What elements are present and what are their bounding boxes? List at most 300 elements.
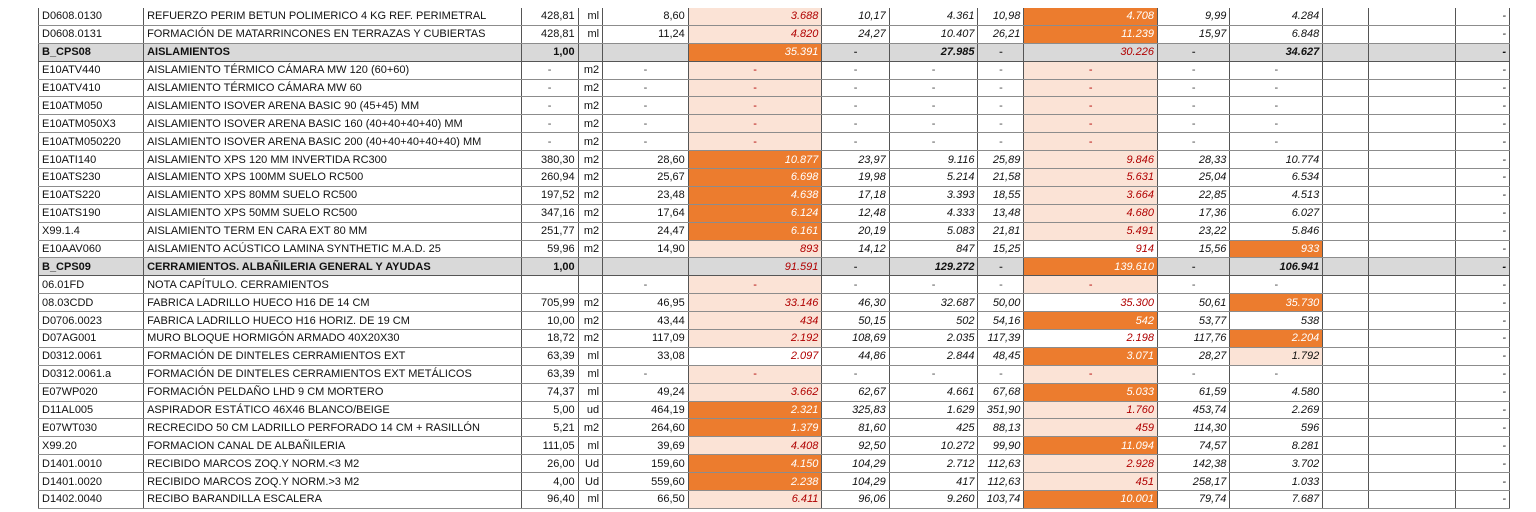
cell-price-4[interactable]: - [1157,365,1229,383]
cell-price-2[interactable]: - [822,61,889,79]
cell-price-1[interactable]: 43,44 [603,312,689,330]
cell-price-2[interactable]: 325,83 [822,401,889,419]
cell-blank-2[interactable] [1369,383,1456,401]
cell-item-description[interactable]: AISLAMIENTO TERM EN CARA EXT 80 MM [144,222,521,240]
cell-quantity[interactable]: 428,81 [521,8,578,25]
cell-item-description[interactable]: AISLAMIENTO XPS 80MM SUELO RC500 [144,186,521,204]
cell-total-3[interactable]: 1.760 [1024,401,1158,419]
cell-end-marker[interactable]: - [1455,240,1509,258]
cell-total-3[interactable]: 914 [1024,240,1158,258]
cell-blank-1[interactable] [1323,25,1369,43]
cell-quantity[interactable]: - [521,61,578,79]
cell-total-1[interactable]: - [688,79,822,97]
cell-end-marker[interactable]: - [1455,97,1509,115]
cell-total-1[interactable]: - [688,61,822,79]
cell-blank-2[interactable] [1369,365,1456,383]
table-row[interactable] [39,437,1510,455]
cell-total-4[interactable]: 6.848 [1230,25,1323,43]
cell-quantity[interactable]: 705,99 [521,294,578,312]
cell-quantity[interactable]: - [521,115,578,133]
cell-item-code[interactable]: D1401.0010 [39,455,144,473]
cell-total-2[interactable]: 2.035 [889,330,978,348]
table-row[interactable] [39,169,1510,187]
cell-quantity[interactable]: 63,39 [521,365,578,383]
cell-end-marker[interactable]: - [1455,43,1509,61]
cell-price-3[interactable]: 54,16 [978,312,1024,330]
cell-total-1[interactable]: 4.150 [688,455,822,473]
cell-end-marker[interactable]: - [1455,204,1509,222]
cell-end-marker[interactable]: - [1455,365,1509,383]
cell-price-4[interactable]: 17,36 [1157,204,1229,222]
cell-price-1[interactable] [603,258,689,276]
section-row[interactable] [39,43,1510,61]
cell-total-4[interactable]: - [1230,276,1323,294]
cell-total-3[interactable]: 3.664 [1024,186,1158,204]
cell-item-code[interactable]: B_CPS08 [39,43,144,61]
cell-price-2[interactable]: 24,27 [822,25,889,43]
cell-item-code[interactable]: E10ATM050X3 [39,115,144,133]
cell-total-1[interactable]: 10.877 [688,151,822,169]
cell-item-description[interactable]: RECRECIDO 50 CM LADRILLO PERFORADO 14 CM + RASILLÓN [144,419,521,437]
cell-item-description[interactable]: AISLAMIENTO ISOVER ARENA BASIC 90 (45+45) MM [144,97,521,115]
cell-total-1[interactable]: 893 [688,240,822,258]
cell-unit[interactable]: ml [578,347,602,365]
cell-price-3[interactable]: 21,81 [978,222,1024,240]
cell-price-1[interactable]: 46,95 [603,294,689,312]
table-row[interactable] [39,97,1510,115]
cell-price-1[interactable]: 25,67 [603,169,689,187]
cell-price-1[interactable]: 464,19 [603,401,689,419]
cell-quantity[interactable]: 428,81 [521,25,578,43]
cell-total-3[interactable]: 35.300 [1024,294,1158,312]
cell-item-code[interactable]: E10ATV410 [39,79,144,97]
cell-total-1[interactable]: 91.591 [688,258,822,276]
cell-item-description[interactable]: RECIBIDO MARCOS ZOQ.Y NORM.>3 M2 [144,473,521,491]
cell-blank-2[interactable] [1369,258,1456,276]
cell-price-4[interactable]: 61,59 [1157,383,1229,401]
cell-blank-2[interactable] [1369,186,1456,204]
cell-unit[interactable] [578,43,602,61]
cell-blank-1[interactable] [1323,151,1369,169]
table-row[interactable] [39,330,1510,348]
cell-price-3[interactable]: 25,89 [978,151,1024,169]
cell-item-description[interactable]: AISLAMIENTO ISOVER ARENA BASIC 160 (40+40+40+40) MM [144,115,521,133]
cell-total-3[interactable]: 4.708 [1024,8,1158,25]
table-row[interactable] [39,186,1510,204]
cell-total-1[interactable]: - [688,97,822,115]
cell-item-code[interactable]: D0706.0023 [39,312,144,330]
cell-blank-1[interactable] [1323,330,1369,348]
cell-blank-1[interactable] [1323,419,1369,437]
cell-price-2[interactable]: 81,60 [822,419,889,437]
cell-quantity[interactable]: - [521,79,578,97]
cell-end-marker[interactable]: - [1455,473,1509,491]
cell-price-2[interactable]: - [822,43,889,61]
cell-unit[interactable]: m2 [578,133,602,151]
cell-blank-1[interactable] [1323,240,1369,258]
cell-quantity[interactable]: 18,72 [521,330,578,348]
cell-price-3[interactable]: 117,39 [978,330,1024,348]
cell-total-3[interactable]: 5.033 [1024,383,1158,401]
cell-item-code[interactable]: E10ATM050220 [39,133,144,151]
cell-total-4[interactable]: - [1230,365,1323,383]
cell-total-4[interactable]: 3.702 [1230,455,1323,473]
cell-blank-1[interactable] [1323,437,1369,455]
cell-price-4[interactable]: 25,04 [1157,169,1229,187]
cell-total-2[interactable]: 2.844 [889,347,978,365]
table-row[interactable] [39,276,1510,294]
cell-total-3[interactable]: 542 [1024,312,1158,330]
cell-unit[interactable]: m2 [578,79,602,97]
cell-quantity[interactable]: 197,52 [521,186,578,204]
cell-total-2[interactable]: 4.661 [889,383,978,401]
cell-blank-1[interactable] [1323,43,1369,61]
cell-quantity[interactable]: - [521,133,578,151]
cell-price-2[interactable]: 50,15 [822,312,889,330]
cell-total-3[interactable]: - [1024,276,1158,294]
cell-total-1[interactable]: 33.146 [688,294,822,312]
cell-blank-2[interactable] [1369,437,1456,455]
cell-price-3[interactable]: - [978,258,1024,276]
table-row[interactable] [39,240,1510,258]
cell-price-4[interactable]: 79,74 [1157,491,1229,509]
cell-total-1[interactable]: 6.124 [688,204,822,222]
cell-price-3[interactable]: - [978,97,1024,115]
cell-unit[interactable]: m2 [578,97,602,115]
cell-end-marker[interactable]: - [1455,61,1509,79]
cell-quantity[interactable]: 74,37 [521,383,578,401]
cell-item-code[interactable]: D0312.0061 [39,347,144,365]
cell-total-2[interactable]: - [889,61,978,79]
table-row[interactable] [39,115,1510,133]
cell-total-3[interactable]: 2.928 [1024,455,1158,473]
cell-total-2[interactable]: - [889,276,978,294]
cell-blank-1[interactable] [1323,383,1369,401]
cell-total-1[interactable]: - [688,115,822,133]
cell-blank-2[interactable] [1369,455,1456,473]
cell-price-4[interactable]: - [1157,258,1229,276]
cell-item-description[interactable]: CERRAMIENTOS. ALBAÑILERIA GENERAL Y AYUDAS [144,258,521,276]
cell-item-code[interactable]: E10ATS230 [39,169,144,187]
cell-price-3[interactable]: 21,58 [978,169,1024,187]
cell-blank-2[interactable] [1369,276,1456,294]
cell-end-marker[interactable]: - [1455,294,1509,312]
cell-total-1[interactable]: 2.192 [688,330,822,348]
cell-item-description[interactable]: ASPIRADOR ESTÁTICO 46X46 BLANCO/BEIGE [144,401,521,419]
cell-price-1[interactable]: 14,90 [603,240,689,258]
cell-price-1[interactable]: 11,24 [603,25,689,43]
cell-blank-1[interactable] [1323,8,1369,25]
cell-total-3[interactable]: - [1024,365,1158,383]
cell-price-3[interactable]: - [978,365,1024,383]
cell-price-1[interactable]: 559,60 [603,473,689,491]
cell-end-marker[interactable]: - [1455,79,1509,97]
cell-price-3[interactable]: 15,25 [978,240,1024,258]
cell-total-4[interactable]: 1.033 [1230,473,1323,491]
cell-price-4[interactable]: 28,33 [1157,151,1229,169]
cell-item-code[interactable]: X99.1.4 [39,222,144,240]
cell-total-4[interactable]: 4.580 [1230,383,1323,401]
cell-price-2[interactable]: - [822,115,889,133]
cell-blank-2[interactable] [1369,240,1456,258]
cell-blank-2[interactable] [1369,133,1456,151]
cell-price-3[interactable]: - [978,43,1024,61]
cell-total-1[interactable]: 2.321 [688,401,822,419]
cell-price-2[interactable]: - [822,258,889,276]
cell-total-1[interactable]: 2.097 [688,347,822,365]
cell-unit[interactable]: m2 [578,419,602,437]
cell-total-2[interactable]: 4.333 [889,204,978,222]
cell-total-2[interactable]: 9.260 [889,491,978,509]
cell-total-4[interactable]: 1.792 [1230,347,1323,365]
cell-total-3[interactable]: - [1024,133,1158,151]
cell-total-3[interactable]: 451 [1024,473,1158,491]
cell-price-2[interactable]: - [822,133,889,151]
cell-total-2[interactable]: - [889,115,978,133]
cell-blank-2[interactable] [1369,25,1456,43]
table-row[interactable] [39,347,1510,365]
cell-price-3[interactable]: 13,48 [978,204,1024,222]
cell-item-code[interactable]: E07WT030 [39,419,144,437]
cell-item-description[interactable]: AISLAMIENTO XPS 100MM SUELO RC500 [144,169,521,187]
cell-price-3[interactable]: - [978,61,1024,79]
cell-total-3[interactable]: - [1024,61,1158,79]
cell-total-3[interactable]: 30.226 [1024,43,1158,61]
cell-quantity[interactable]: 111,05 [521,437,578,455]
cell-price-3[interactable]: 88,13 [978,419,1024,437]
cell-total-2[interactable]: 10.407 [889,25,978,43]
cell-total-3[interactable]: 4.680 [1024,204,1158,222]
cell-price-2[interactable]: 46,30 [822,294,889,312]
cell-price-1[interactable] [603,43,689,61]
cell-price-4[interactable]: 74,57 [1157,437,1229,455]
cell-price-3[interactable]: 99,90 [978,437,1024,455]
cell-item-description[interactable]: AISLAMIENTO TÉRMICO CÁMARA MW 120 (60+60) [144,61,521,79]
cell-quantity[interactable]: 380,30 [521,151,578,169]
cell-unit[interactable]: Ud [578,455,602,473]
cell-item-code[interactable]: E07WP020 [39,383,144,401]
table-row[interactable] [39,401,1510,419]
cell-price-4[interactable]: 22,85 [1157,186,1229,204]
cell-item-description[interactable]: FORMACIÓN DE DINTELES CERRAMIENTOS EXT [144,347,521,365]
cell-total-4[interactable]: - [1230,115,1323,133]
cell-price-2[interactable]: 23,97 [822,151,889,169]
cell-total-3[interactable]: 9.846 [1024,151,1158,169]
cell-total-1[interactable]: 434 [688,312,822,330]
cell-price-2[interactable]: 96,06 [822,491,889,509]
cell-total-4[interactable]: - [1230,61,1323,79]
cell-price-1[interactable]: - [603,79,689,97]
cell-unit[interactable]: m2 [578,330,602,348]
cell-blank-1[interactable] [1323,276,1369,294]
cell-end-marker[interactable]: - [1455,383,1509,401]
cell-price-3[interactable]: 48,45 [978,347,1024,365]
cell-price-3[interactable]: 18,55 [978,186,1024,204]
cell-price-1[interactable]: 264,60 [603,419,689,437]
cell-total-1[interactable]: 1.379 [688,419,822,437]
cell-total-4[interactable]: 2.204 [1230,330,1323,348]
cell-price-1[interactable]: 24,47 [603,222,689,240]
cell-total-4[interactable]: 4.513 [1230,186,1323,204]
cell-blank-2[interactable] [1369,8,1456,25]
cell-blank-2[interactable] [1369,222,1456,240]
cell-blank-1[interactable] [1323,365,1369,383]
cell-blank-2[interactable] [1369,419,1456,437]
table-row[interactable] [39,419,1510,437]
cell-item-code[interactable]: D0312.0061.a [39,365,144,383]
cell-total-2[interactable]: 27.985 [889,43,978,61]
cell-blank-1[interactable] [1323,186,1369,204]
cell-blank-1[interactable] [1323,115,1369,133]
cell-price-2[interactable]: 17,18 [822,186,889,204]
cell-item-code[interactable]: B_CPS09 [39,258,144,276]
cell-end-marker[interactable]: - [1455,169,1509,187]
cell-total-1[interactable]: 6.411 [688,491,822,509]
cell-total-1[interactable]: 4.638 [688,186,822,204]
cell-price-1[interactable]: 33,08 [603,347,689,365]
cell-price-4[interactable]: 15,56 [1157,240,1229,258]
cell-quantity[interactable]: 1,00 [521,258,578,276]
cell-total-3[interactable]: 139.610 [1024,258,1158,276]
cell-total-2[interactable]: 5.214 [889,169,978,187]
cell-total-1[interactable]: - [688,365,822,383]
cell-item-description[interactable]: AISLAMIENTOS [144,43,521,61]
cell-price-4[interactable]: - [1157,133,1229,151]
cell-price-4[interactable]: 28,27 [1157,347,1229,365]
cell-item-description[interactable]: AISLAMIENTO XPS 50MM SUELO RC500 [144,204,521,222]
cell-total-4[interactable]: 8.281 [1230,437,1323,455]
cell-blank-1[interactable] [1323,491,1369,509]
cell-total-3[interactable]: 3.071 [1024,347,1158,365]
table-row[interactable] [39,222,1510,240]
cell-unit[interactable]: ml [578,383,602,401]
cell-price-2[interactable]: - [822,365,889,383]
cell-price-2[interactable]: - [822,97,889,115]
table-row[interactable] [39,383,1510,401]
cell-item-description[interactable]: AISLAMIENTO ACÚSTICO LAMINA SYNTHETIC M.A.D. 25 [144,240,521,258]
cell-item-code[interactable]: 08.03CDD [39,294,144,312]
cell-price-4[interactable]: - [1157,97,1229,115]
cell-price-4[interactable]: 453,74 [1157,401,1229,419]
cell-total-2[interactable]: 502 [889,312,978,330]
cell-price-4[interactable]: 53,77 [1157,312,1229,330]
cell-quantity[interactable]: 63,39 [521,347,578,365]
cell-total-4[interactable]: 5.846 [1230,222,1323,240]
cell-total-1[interactable]: - [688,276,822,294]
cell-price-4[interactable]: - [1157,276,1229,294]
cell-total-4[interactable]: 4.284 [1230,8,1323,25]
cell-quantity[interactable]: 347,16 [521,204,578,222]
cell-quantity[interactable]: 5,21 [521,419,578,437]
cell-total-1[interactable]: - [688,133,822,151]
cell-price-4[interactable]: - [1157,115,1229,133]
cell-end-marker[interactable]: - [1455,133,1509,151]
cell-unit[interactable]: m2 [578,169,602,187]
cell-total-4[interactable]: 2.269 [1230,401,1323,419]
cell-total-4[interactable]: 34.627 [1230,43,1323,61]
cell-blank-2[interactable] [1369,330,1456,348]
cell-item-code[interactable]: E10ATS220 [39,186,144,204]
cell-price-2[interactable]: 92,50 [822,437,889,455]
cell-price-3[interactable]: - [978,79,1024,97]
cell-blank-2[interactable] [1369,61,1456,79]
cell-total-1[interactable]: 6.698 [688,169,822,187]
cell-blank-1[interactable] [1323,97,1369,115]
cell-unit[interactable]: ml [578,437,602,455]
cell-blank-1[interactable] [1323,79,1369,97]
cell-unit[interactable]: Ud [578,473,602,491]
cell-price-3[interactable]: 10,98 [978,8,1024,25]
cell-item-code[interactable]: D1401.0020 [39,473,144,491]
cell-item-code[interactable]: E10ATS190 [39,204,144,222]
cell-end-marker[interactable]: - [1455,115,1509,133]
cell-blank-2[interactable] [1369,312,1456,330]
cell-item-code[interactable]: D07AG001 [39,330,144,348]
cell-price-3[interactable]: 67,68 [978,383,1024,401]
cell-total-1[interactable]: 4.408 [688,437,822,455]
cell-price-1[interactable]: 23,48 [603,186,689,204]
cell-blank-2[interactable] [1369,169,1456,187]
cell-unit[interactable]: m2 [578,312,602,330]
cell-blank-2[interactable] [1369,151,1456,169]
cell-price-3[interactable]: 112,63 [978,473,1024,491]
cell-price-2[interactable]: 10,17 [822,8,889,25]
cell-total-4[interactable]: 7.687 [1230,491,1323,509]
cell-quantity[interactable]: 251,77 [521,222,578,240]
cell-item-description[interactable]: AISLAMIENTO ISOVER ARENA BASIC 200 (40+40+40+40+40) MM [144,133,521,151]
cell-total-1[interactable]: 2.238 [688,473,822,491]
cell-total-3[interactable]: 2.198 [1024,330,1158,348]
cell-price-4[interactable]: 117,76 [1157,330,1229,348]
cell-item-code[interactable]: E10ATI140 [39,151,144,169]
cell-item-description[interactable]: REFUERZO PERIM BETUN POLIMERICO 4 KG REF. PERIMETRAL [144,8,521,25]
table-row[interactable] [39,79,1510,97]
cell-quantity[interactable]: 26,00 [521,455,578,473]
cell-blank-1[interactable] [1323,133,1369,151]
cell-item-code[interactable]: D1402.0040 [39,491,144,509]
cell-blank-1[interactable] [1323,347,1369,365]
cell-blank-2[interactable] [1369,79,1456,97]
cell-total-4[interactable]: - [1230,97,1323,115]
cell-price-3[interactable]: 103,74 [978,491,1024,509]
cell-end-marker[interactable]: - [1455,401,1509,419]
cell-blank-1[interactable] [1323,401,1369,419]
cell-price-2[interactable]: - [822,276,889,294]
cell-blank-1[interactable] [1323,169,1369,187]
cell-item-description[interactable]: FORMACIÓN DE DINTELES CERRAMIENTOS EXT METÁLICOS [144,365,521,383]
cell-total-1[interactable]: 3.662 [688,383,822,401]
cell-total-3[interactable]: 11.094 [1024,437,1158,455]
table-row[interactable] [39,133,1510,151]
cell-unit[interactable] [578,258,602,276]
cell-total-3[interactable]: 10.001 [1024,491,1158,509]
cell-quantity[interactable]: 96,40 [521,491,578,509]
cell-item-code[interactable]: E10ATM050 [39,97,144,115]
cell-item-code[interactable]: D0608.0131 [39,25,144,43]
cell-total-3[interactable]: - [1024,115,1158,133]
cell-end-marker[interactable]: - [1455,8,1509,25]
table-row[interactable] [39,455,1510,473]
cell-total-4[interactable]: 10.774 [1230,151,1323,169]
cell-price-1[interactable]: - [603,365,689,383]
cell-total-2[interactable]: - [889,97,978,115]
cell-blank-2[interactable] [1369,294,1456,312]
cell-price-4[interactable]: 142,38 [1157,455,1229,473]
cell-unit[interactable] [578,276,602,294]
cell-price-1[interactable]: 17,64 [603,204,689,222]
table-row[interactable] [39,294,1510,312]
cell-price-3[interactable]: - [978,115,1024,133]
